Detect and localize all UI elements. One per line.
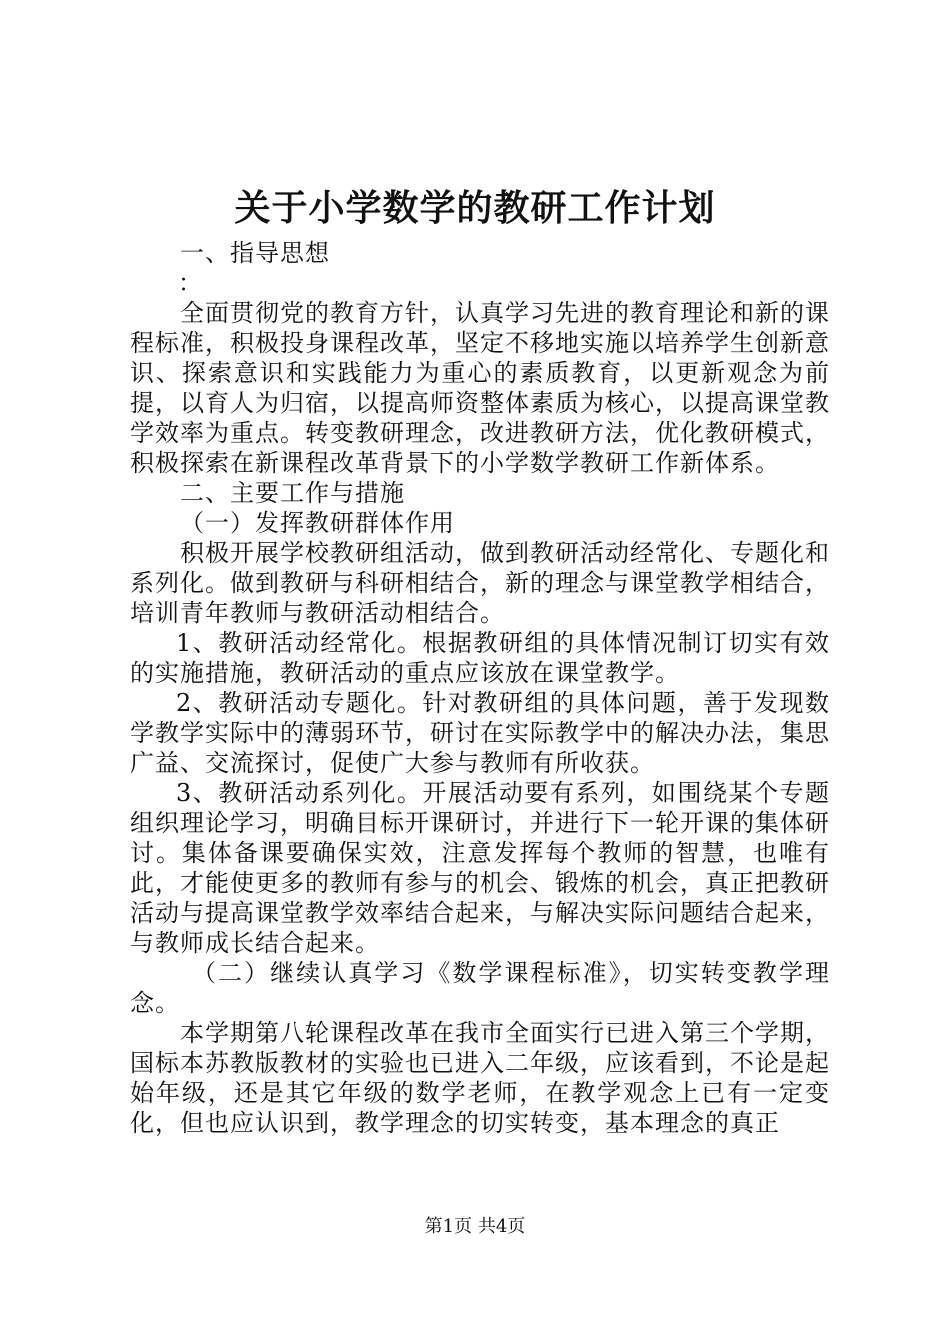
list-item-1: 1、教研活动经常化。根据教研组的具体情况制订切实有效的实施措施，教研活动的重点应该放在课堂教学。	[130, 629, 830, 687]
list-item-3: 3、教研活动系列化。开展活动要有系列，如围绕某个专题组织理论学习，明确目标开课研讨，并进行下一轮开课的集体研讨。集体备课要确保实效，注意发挥每个教师的智慧，也唯有此，才能使更多的教师有参与的机会、锻炼的机会，真正把教研活动与提高课堂教学效率结合起来，与解决实际问题结合起来，与教师成长结合起来。	[130, 779, 830, 957]
colon-line: ：	[178, 269, 203, 297]
paragraph-teaching-activities: 积极开展学校教研组活动，做到教研活动经常化、专题化和系列化。做到教研与科研相结合，新的理念与课堂教学相结合，培训青年教师与教研活动相结合。	[130, 539, 830, 627]
section-heading-guiding-thought: 一、指导思想	[180, 239, 330, 267]
list-item-2: 2、教研活动专题化。针对教研组的具体问题，善于发现数学教学实际中的薄弱环节，研讨在实际教学中的解决办法，集思广益、交流探讨，促使广大参与教师有所收获。	[130, 689, 830, 777]
document-title: 关于小学数学的教研工作计划	[234, 187, 716, 229]
subsection-heading-2: （二）继续认真学习《数学课程标准》，切实转变教学理念。	[130, 959, 830, 1017]
document-body	[130, 238, 830, 1138]
subsection-heading-1: （一）发挥教研群体作用	[180, 509, 455, 537]
paragraph-guiding-thought: 全面贯彻党的教育方针，认真学习先进的教育理论和新的课程标准，积极投身课程改革，坚定不移地实施以培养学生创新意识、探索意识和实践能力为重心的素质教育，以更新观念为前提，以育人为归宿，以提高师资整体素质为核心，以提高课堂教学效率为重点。转变教研理念，改进教研方法，优化教研模式，积极探索在新课程改革背景下的小学数学教研工作新体系。	[130, 299, 830, 477]
section-heading-main-work: 二、主要工作与措施	[180, 479, 405, 507]
page-footer: 第1页 共4页	[424, 1216, 526, 1237]
paragraph-curriculum-reform: 本学期第八轮课程改革在我市全面实行已进入第三个学期，国标本苏教版教材的实验也已进入二年级，应该看到，不论是起始年级，还是其它年级的数学老师，在教学观念上已有一定变化，但也应认识到，教学理念的切实转变，基本理念的真正	[130, 1019, 830, 1137]
